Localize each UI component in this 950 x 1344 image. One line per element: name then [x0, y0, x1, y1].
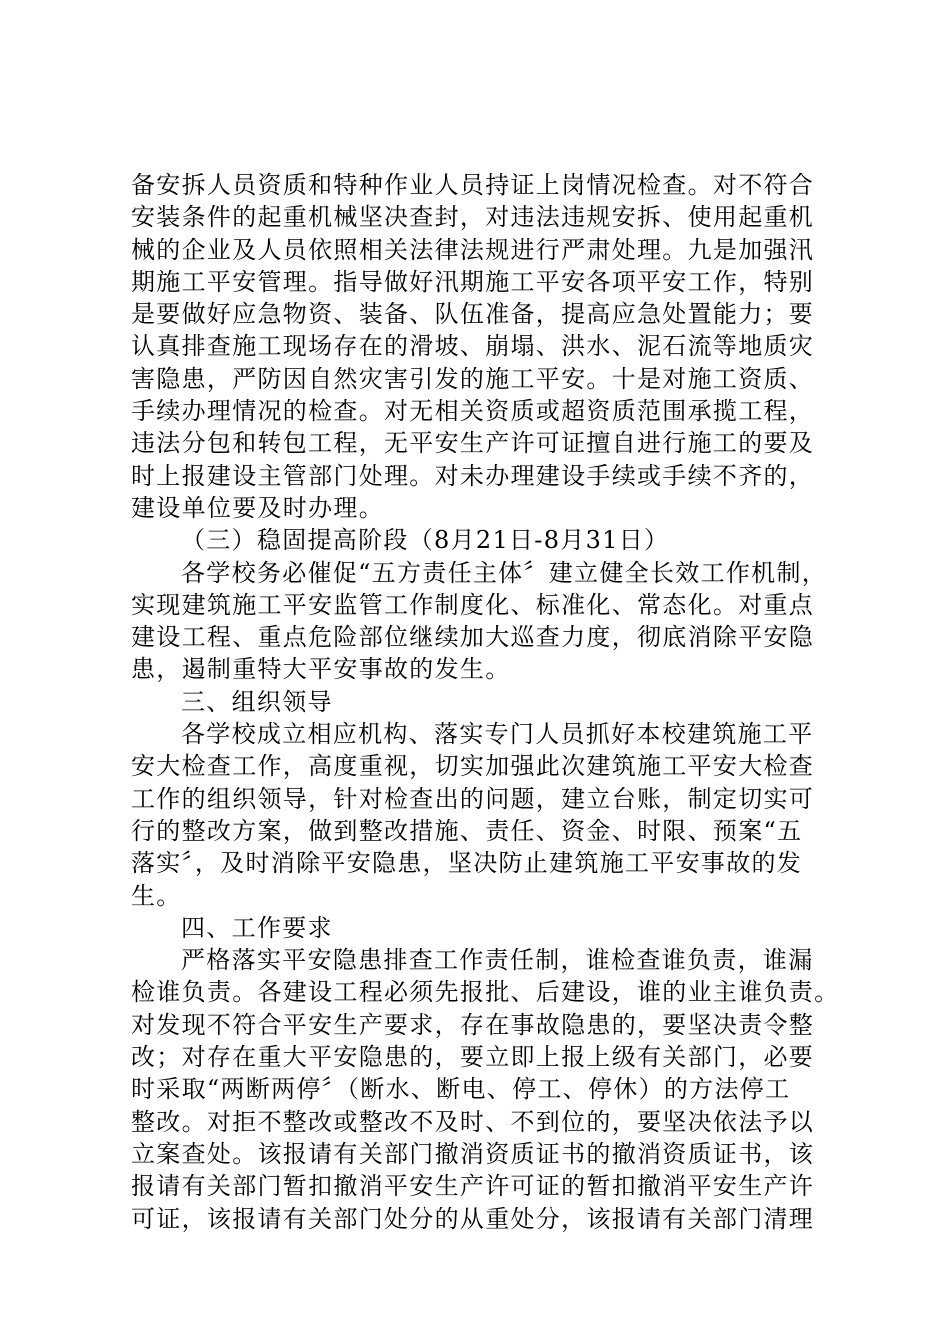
document-body — [131, 169, 891, 1235]
section-heading-organization — [131, 686, 891, 718]
text-line: 整改。对拒不整改或整改不及时、不到位的，要坚决依法予以 — [131, 1107, 815, 1136]
text-line: 行的整改方案，做到整改措施、责任、资金、时限、预案“五 — [131, 816, 803, 845]
text-line: 期施工平安管理。指导做好汛期施工平安各项平安工作，特别 — [131, 267, 815, 296]
text-line: 违法分包和转包工程，无平安生产许可证擅自进行施工的要及 — [131, 429, 815, 458]
heading-line: （三）稳固提高阶段（8月21日-8月31日） — [181, 526, 670, 555]
text-line: 患，遏制重特大平安事故的发生。 — [131, 655, 511, 684]
paragraph-organization — [131, 718, 891, 912]
text-line: 严格落实平安隐患排查工作责任制，谁检查谁负责，谁漏 — [181, 946, 814, 975]
text-line: 对发现不符合平安生产要求，存在事故隐患的，要坚决责令整 — [131, 1010, 815, 1039]
text-line: 械的企业及人员依照相关法律法规进行严肃处理。九是加强汛 — [131, 235, 815, 264]
text-line: 时上报建设主管部门处理。对未办理建设手续或手续不齐的， — [131, 461, 815, 490]
text-line: 落实〞，及时消除平安隐患，坚决防止建筑施工平安事故的发 — [131, 849, 803, 878]
text-line: 认真排查施工现场存在的滑坡、崩塌、洪水、泥石流等地质灾 — [131, 332, 815, 361]
text-line: 安大检查工作，高度重视，切实加强此次建筑施工平安大检查 — [131, 752, 815, 781]
section-heading-phase-three — [131, 524, 891, 556]
text-line: 实现建筑施工平安监管工作制度化、标准化、常态化。对重点 — [131, 590, 815, 619]
paragraph-phase-three — [131, 557, 891, 686]
text-line: 各学校务必催促“五方责任主体〞建立健全长效工作机制， — [181, 558, 828, 587]
section-heading-requirements — [131, 912, 891, 944]
text-line: 改；对存在重大平安隐患的，要立即上报上级有关部门，必要 — [131, 1043, 815, 1072]
text-line: 手续办理情况的检查。对无相关资质或超资质范围承揽工程， — [131, 397, 815, 426]
heading-line: 三、组织领导 — [181, 687, 333, 716]
text-line: 检谁负责。各建设工程必须先报批、后建设，谁的业主谁负责。 — [131, 978, 840, 1007]
text-line: 建设工程、重点危险部位继续加大巡查力度，彻底消除平安隐 — [131, 623, 815, 652]
text-line: 立案查处。该报请有关部门撤消资质证书的撤消资质证书，该 — [131, 1139, 815, 1168]
text-line: 时采取“两断两停〞（断水、断电、停工、停休）的方法停工 — [131, 1075, 791, 1104]
text-line: 生。 — [131, 881, 182, 910]
text-line: 可证，该报请有关部门处分的从重处分，该报请有关部门清理 — [131, 1204, 815, 1233]
text-line: 建设单位要及时办理。 — [131, 493, 384, 522]
paragraph-requirements — [131, 944, 891, 1235]
text-line: 是要做好应急物资、装备、队伍准备，提高应急处置能力；要 — [131, 300, 815, 329]
text-line: 安装条件的起重机械坚决查封，对违法违规安拆、使用起重机 — [131, 203, 815, 232]
text-line: 各学校成立相应机构、落实专门人员抓好本校建筑施工平 — [181, 720, 814, 749]
text-line: 报请有关部门暂扣撤消平安生产许可证的暂扣撤消平安生产许 — [131, 1172, 815, 1201]
text-line: 害隐患，严防因自然灾害引发的施工平安。十是对施工资质、 — [131, 364, 815, 393]
heading-line: 四、工作要求 — [181, 913, 333, 942]
text-line: 备安拆人员资质和特种作业人员持证上岗情况检查。对不符合 — [131, 171, 815, 199]
paragraph-continuation — [131, 169, 891, 524]
text-line: 工作的组织领导，针对检查出的问题，建立台账，制定切实可 — [131, 784, 815, 813]
